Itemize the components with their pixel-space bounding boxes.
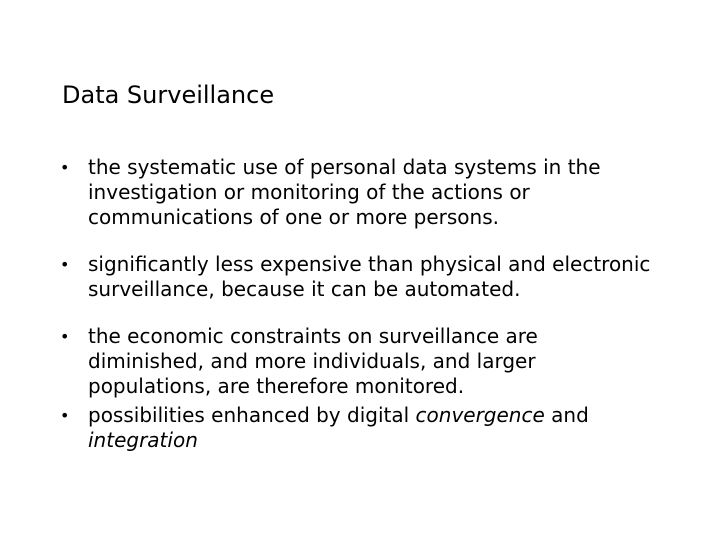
bullet-list xyxy=(60,155,660,475)
bullet-item-less-expensive xyxy=(60,252,660,302)
slide-title: Data Surveillance xyxy=(62,81,275,109)
bullet-item-digital-possibilities xyxy=(60,403,660,453)
text-segment: and xyxy=(544,403,589,427)
bullet-text: the economic constraints on surveillance are diminished, and more individuals, and larger populations, are therefore monitored. xyxy=(88,324,538,398)
bullet-item-systematic-use xyxy=(60,155,660,230)
bullet-marker: • xyxy=(60,255,70,274)
bullet-text: significantly less expensive than physical and electronic surveillance, because it can be automated. xyxy=(88,252,651,301)
bullet-text xyxy=(88,403,589,452)
bullet-item-economic-constraints xyxy=(60,324,660,399)
bullet-marker: • xyxy=(60,158,70,177)
emphasis-integration: integration xyxy=(88,428,198,452)
bullet-text: the systematic use of personal data systems in the investigation or monitoring of the actions or communications of one or more persons. xyxy=(88,155,601,229)
text-segment: possibilities enhanced by digital xyxy=(88,403,416,427)
bullet-marker: • xyxy=(60,406,70,425)
bullet-marker: • xyxy=(60,327,70,346)
emphasis-convergence: convergence xyxy=(415,403,545,427)
